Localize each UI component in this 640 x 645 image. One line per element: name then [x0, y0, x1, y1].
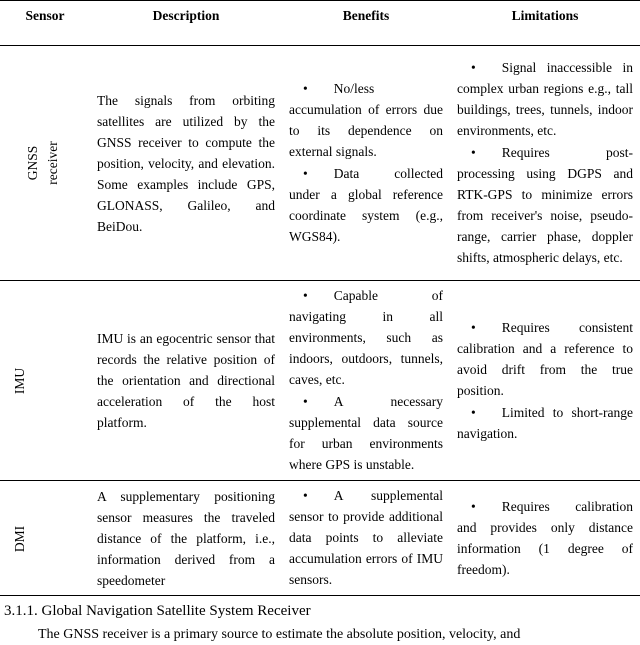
limitation-text: Requires post-processing using DGPS and RTK-GPS to minimize errors from receiver's noise, pseudo-range, carrier phase, doppler shifts, atmospheric delays, etc.	[457, 145, 633, 265]
bullet-icon: •	[303, 288, 308, 303]
limitation-text: Requires consistent calibration and a reference to avoid drift from the true position.	[457, 319, 633, 398]
column-header-description: Description	[90, 1, 282, 46]
limitations-cell	[450, 281, 640, 481]
benefit-text: A supplemental sensor to provide additional data points to alleviate accumulation errors of IMU sensors.	[289, 488, 443, 587]
limitation-item	[457, 402, 633, 444]
limitation-text: Limited to short-range navigation.	[457, 404, 633, 441]
bullet-icon: •	[471, 319, 476, 335]
bullet-icon: •	[303, 488, 308, 503]
benefit-item	[289, 391, 443, 475]
limitation-text: Signal inaccessible in complex urban regions e.g., tall buildings, trees, tunnels, indoor environments, etc.	[457, 60, 633, 138]
benefit-text: No/less accumulation of errors due to its dependence on external signals.	[289, 81, 443, 159]
sensor-cell	[0, 281, 90, 481]
sensor-cell	[0, 481, 90, 596]
benefit-item	[289, 78, 443, 162]
bullet-icon: •	[303, 394, 308, 409]
limitation-item	[457, 317, 633, 401]
sensor-label: DMI	[12, 525, 28, 552]
benefits-cell	[282, 481, 450, 596]
sensor-label: GNSS receiver	[25, 141, 60, 185]
column-header-limitations: Limitations	[450, 1, 640, 46]
column-header-sensor: Sensor	[0, 1, 90, 46]
table-row-gnss	[0, 46, 640, 281]
limitation-item	[457, 142, 633, 268]
benefits-cell	[282, 46, 450, 281]
benefit-item	[289, 163, 443, 247]
description-text: A supplementary positioning sensor measures the traveled distance of the platform, i.e., information derived from a speedometer	[97, 488, 275, 588]
description-cell	[90, 481, 282, 596]
sensor-cell	[0, 46, 90, 281]
limitation-text: Requires calibration and provides only distance information (1 degree of freedom).	[457, 498, 633, 577]
benefit-item	[289, 285, 443, 390]
body-paragraph: The GNSS receiver is a primary source to estimate the absolute position, velocity, and	[38, 627, 521, 642]
limitations-cell	[450, 46, 640, 281]
bullet-icon: •	[303, 81, 308, 96]
bullet-icon: •	[303, 166, 308, 181]
limitation-item	[457, 57, 633, 141]
bullet-icon: •	[471, 60, 476, 75]
limitation-item	[457, 496, 633, 580]
description-cell	[90, 46, 282, 281]
benefit-text: Data collected under a global reference coordinate system (e.g., WGS84).	[289, 166, 443, 244]
column-header-benefits: Benefits	[282, 1, 450, 46]
limitations-cell	[450, 481, 640, 596]
table-row-dmi	[0, 481, 640, 596]
bullet-icon: •	[471, 404, 476, 420]
description-cell	[90, 281, 282, 481]
section-heading: 3.1.1. Global Navigation Satellite System Receiver	[4, 603, 311, 619]
bullet-icon: •	[471, 145, 476, 160]
description-text: The signals from orbiting satellites are utilized by the GNSS receiver to compute the position, velocity, and elevation. Some examples include GPS, GLONASS, Galileo, and BeiDou.	[97, 92, 275, 234]
benefit-text: Capable of navigating in all environments, such as indoors, outdoors, tunnels, caves, etc.	[289, 288, 443, 387]
table-row-imu	[0, 281, 640, 481]
section-block	[0, 603, 640, 645]
benefit-text: A necessary supplemental data source for urban environments where GPS is unstable.	[289, 394, 443, 472]
sensor-label: IMU	[12, 367, 28, 395]
description-text: IMU is an egocentric sensor that records the relative position of the orientation and directional acceleration of the host platform.	[97, 331, 275, 430]
benefits-cell	[282, 281, 450, 481]
bullet-icon: •	[471, 498, 476, 514]
benefit-item	[289, 485, 443, 590]
header-row	[0, 1, 640, 46]
